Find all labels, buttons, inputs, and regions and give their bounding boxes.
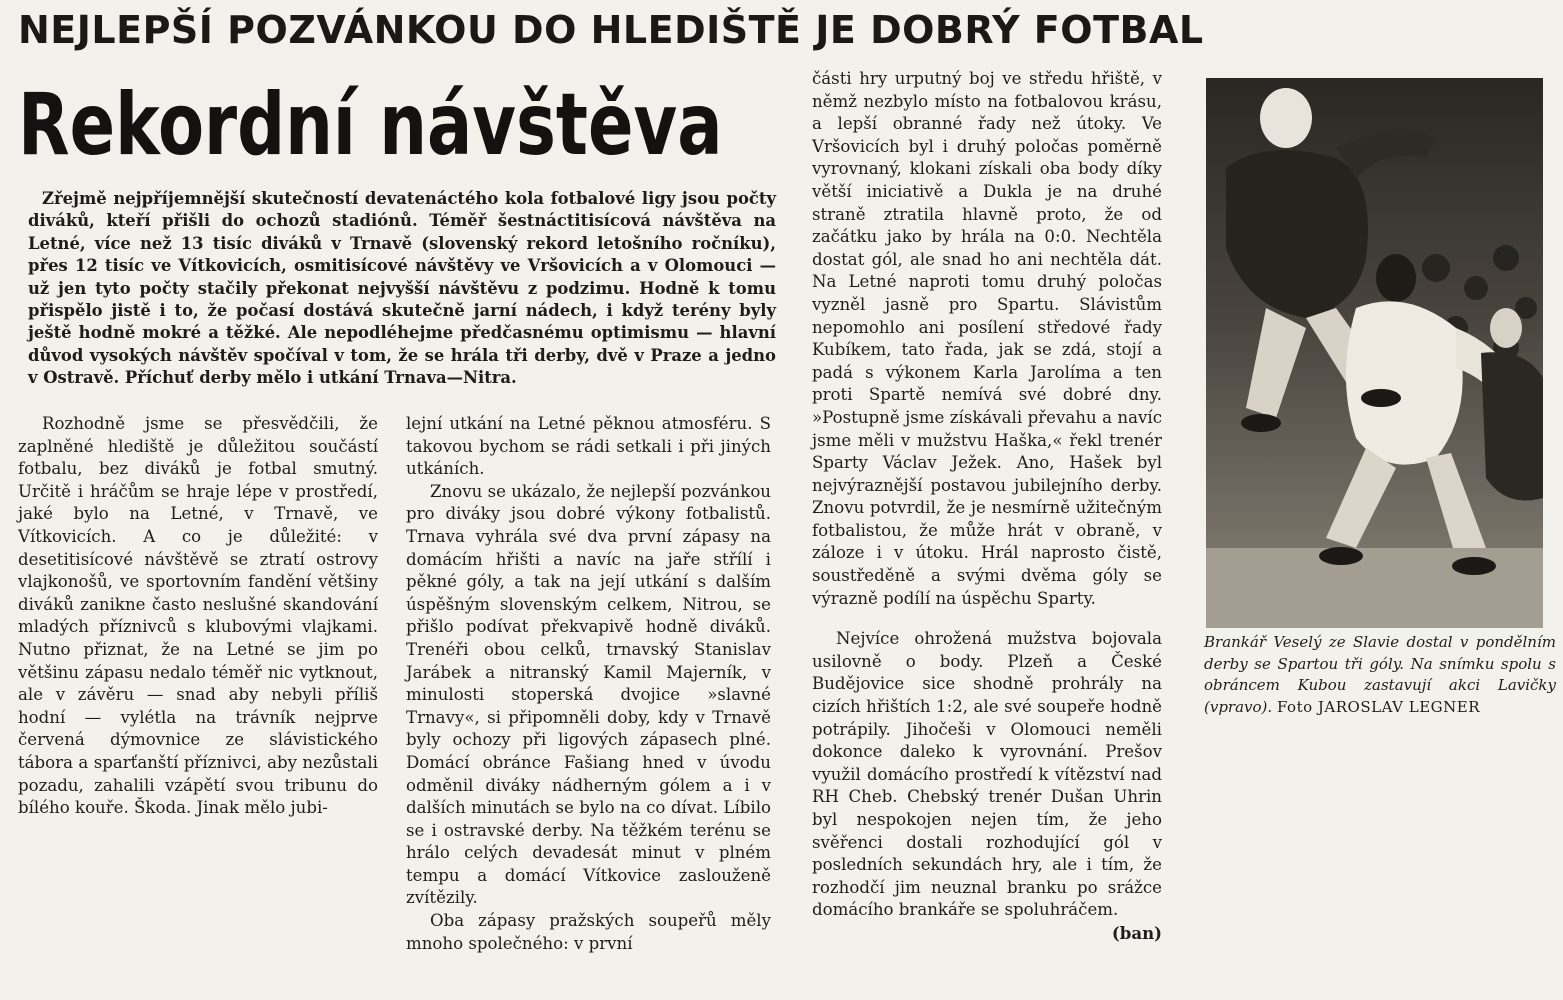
- author-signature: (ban): [1111, 922, 1162, 943]
- column-1-paragraph: Rozhodně jsme se přesvědčili, že zaplněné hlediště je důležitou součástí fotbalu, bez diváků je fotbal smutný. Určitě i hráčům se hraje lépe v prostředí, jaké bylo na Letné, v Trnavě, ve Vítkovicích. A co je důležité: v desetitisícové návštěvě se ztratí ostrovy vlajkonošů, ve sportovním fandění většiny diváků zanikne často neslušné skandování mladých příznivců s klubovými vlajkami. Nutno přiznat, že na Letné se jim po většinu zápasu nedalo téměř nic vytknout, ale v závěru — snad aby nebyli příliš hodní — vylétla na trávník nejprve červená dýmovnice ze slávistického tábora a sparťanští příznivci, aby nezůstali pozadu, zahalili vzápětí svou tribunu do bílého kouře. Škoda. Jinak mělo jubi-: [18, 414, 378, 818]
- photo-caption: [1204, 632, 1556, 718]
- main-headline: Rekordní návštěva: [18, 75, 723, 175]
- article-column-3: [812, 68, 1162, 945]
- photo-credit: Foto JAROSLAV LEGNER: [1276, 697, 1481, 716]
- article-column-1: [18, 413, 378, 820]
- column-2-paragraph-2: Oba zápasy pražských soupeřů měly mnoho společného: v první: [406, 911, 771, 953]
- kicker-headline: NEJLEPŠÍ POZVÁNKOU DO HLEDIŠTĚ JE DOBRÝ FOTBAL: [18, 8, 1204, 52]
- column-2-continuation: lejní utkání na Letné pěknou atmosféru. S takovou bychom se rádi setkali i při jiných utkáních.: [406, 414, 771, 479]
- signature-line: [812, 922, 1162, 944]
- match-photo-image: [1206, 78, 1543, 628]
- column-3-continuation: části hry urputný boj ve středu hřiště, v němž nezbylo místo na fotbalovou krásu, a lepší obranné řady než útoky. Ve Vršovicích byl i druhý poločas poměrně vyrovnaný, klokani získali oba body díky větší iniciativě a Dukla je na druhé straně ztratila hlavně proto, že od začátku jako by hrála na 0:0. Nechtěla dostat gól, ale snad ho ani nechtěla dát. Na Letné naproti tomu druhý poločas vyzněl jasně pro Spartu. Slávistům nepomohlo ani posílení středové řady Kubíkem, tato řada, jak se zdá, stojí a padá s výkonem Karla Jarolíma a ten proti Spartě nemívá své dobré dny. »Postupně jsme získávali převahu a navíc jsme měli v mužstvu Haška,« řekl trenér Sparty Václav Ježek. Ano, Hašek byl nejvýraznější postavou jubilejního derby. Znovu potvrdil, že je nesmírně užitečným fotbalistou, že může hrát v obraně, v záloze i v útoku. Hrál naprosto čistě, soustředěně a svými dvěma góly se výrazně podílí na úspěchu Sparty.: [812, 69, 1162, 608]
- lead-paragraph: Zřejmě nejpříjemnější skutečností devatenáctého kola fotbalové ligy jsou počty diváků, kteří přišli do ochozů stadiónů. Téměř šestnáctitisícová návštěva na Letné, více než 13 tisíc diváků v Trnavě (slovenský rekord letošního ročníku), přes 12 tisíc ve Vítkovicích, osmitisícové návštěvy ve Vršovicích a v Olomouci — už jen tyto počty stačily překonat nejvyšší návštěvu z podzimu. Hodně k tomu přispělo jistě i to, že počasí dostává skutečně jarní nádech, i když terény byly ještě hodně mokré a těžké. Ale nepodléhejme předčasnému optimismu — hlavní důvod vysokých návštěv spočíval v tom, že se hrála tři derby, dvě v Praze a jedno v Ostravě. Příchuť derby mělo i utkání Trnava—Nitra.: [28, 189, 776, 388]
- article-column-2: [406, 413, 771, 955]
- match-photo: [1206, 78, 1543, 628]
- column-3-paragraph: Nejvíce ohrožená mužstva bojovala usilovně o body. Plzeň a České Budějovice sice shodně prohrály na cizích hřištích 1:2, ale své soupeře hodně potrápily. Jihočeši v Olomouci neměli dokonce daleko k vyrovnání. Prešov využil domácího prostředí k vítězství nad RH Cheb. Chebský trenér Dušan Uhrin byl nespokojen nejen tím, že jeho svěřenci dostali rozhodující gól v posledních sekundách hry, ale i tím, že rozhodčí jim neuznal branku po srážce domácího brankáře se spoluhráčem.: [812, 629, 1162, 920]
- caption-text: Brankář Veselý ze Slavie dostal v pondělním derby se Spartou tři góly. Na snímku spolu s obráncem Kubou zastavují akci Lavičky (vpravo).: [1204, 633, 1556, 716]
- column-2-paragraph: Znovu se ukázalo, že nejlepší pozvánkou pro diváky jsou dobré výkony fotbalistů. Trnava vyhrála své dva první zápasy na domácím hřišti a navíc na jaře střílí i pěkné góly, a tak na její utkání s dalším úspěšným slovenským celkem, Nitrou, se přišlo podívat překvapivě hodně diváků. Trenéři obou celků, trnavský Stanislav Jarábek a nitranský Kamil Majerník, v minulosti stoperská dvojice »slavné Trnavy«, si připomněli doby, kdy v Trnavě byly ochozy při ligových zápasech plné. Domácí obránce Fašiang hned v úvodu odměnil diváky nádherným gólem a i v dalších minutách se bylo na co dívat. Líbilo se i ostravské derby. Na těžkém terénu se hrálo celých devadesát minut v plném tempu a domácí Vítkovice zaslouženě zvítězily.: [406, 481, 771, 908]
